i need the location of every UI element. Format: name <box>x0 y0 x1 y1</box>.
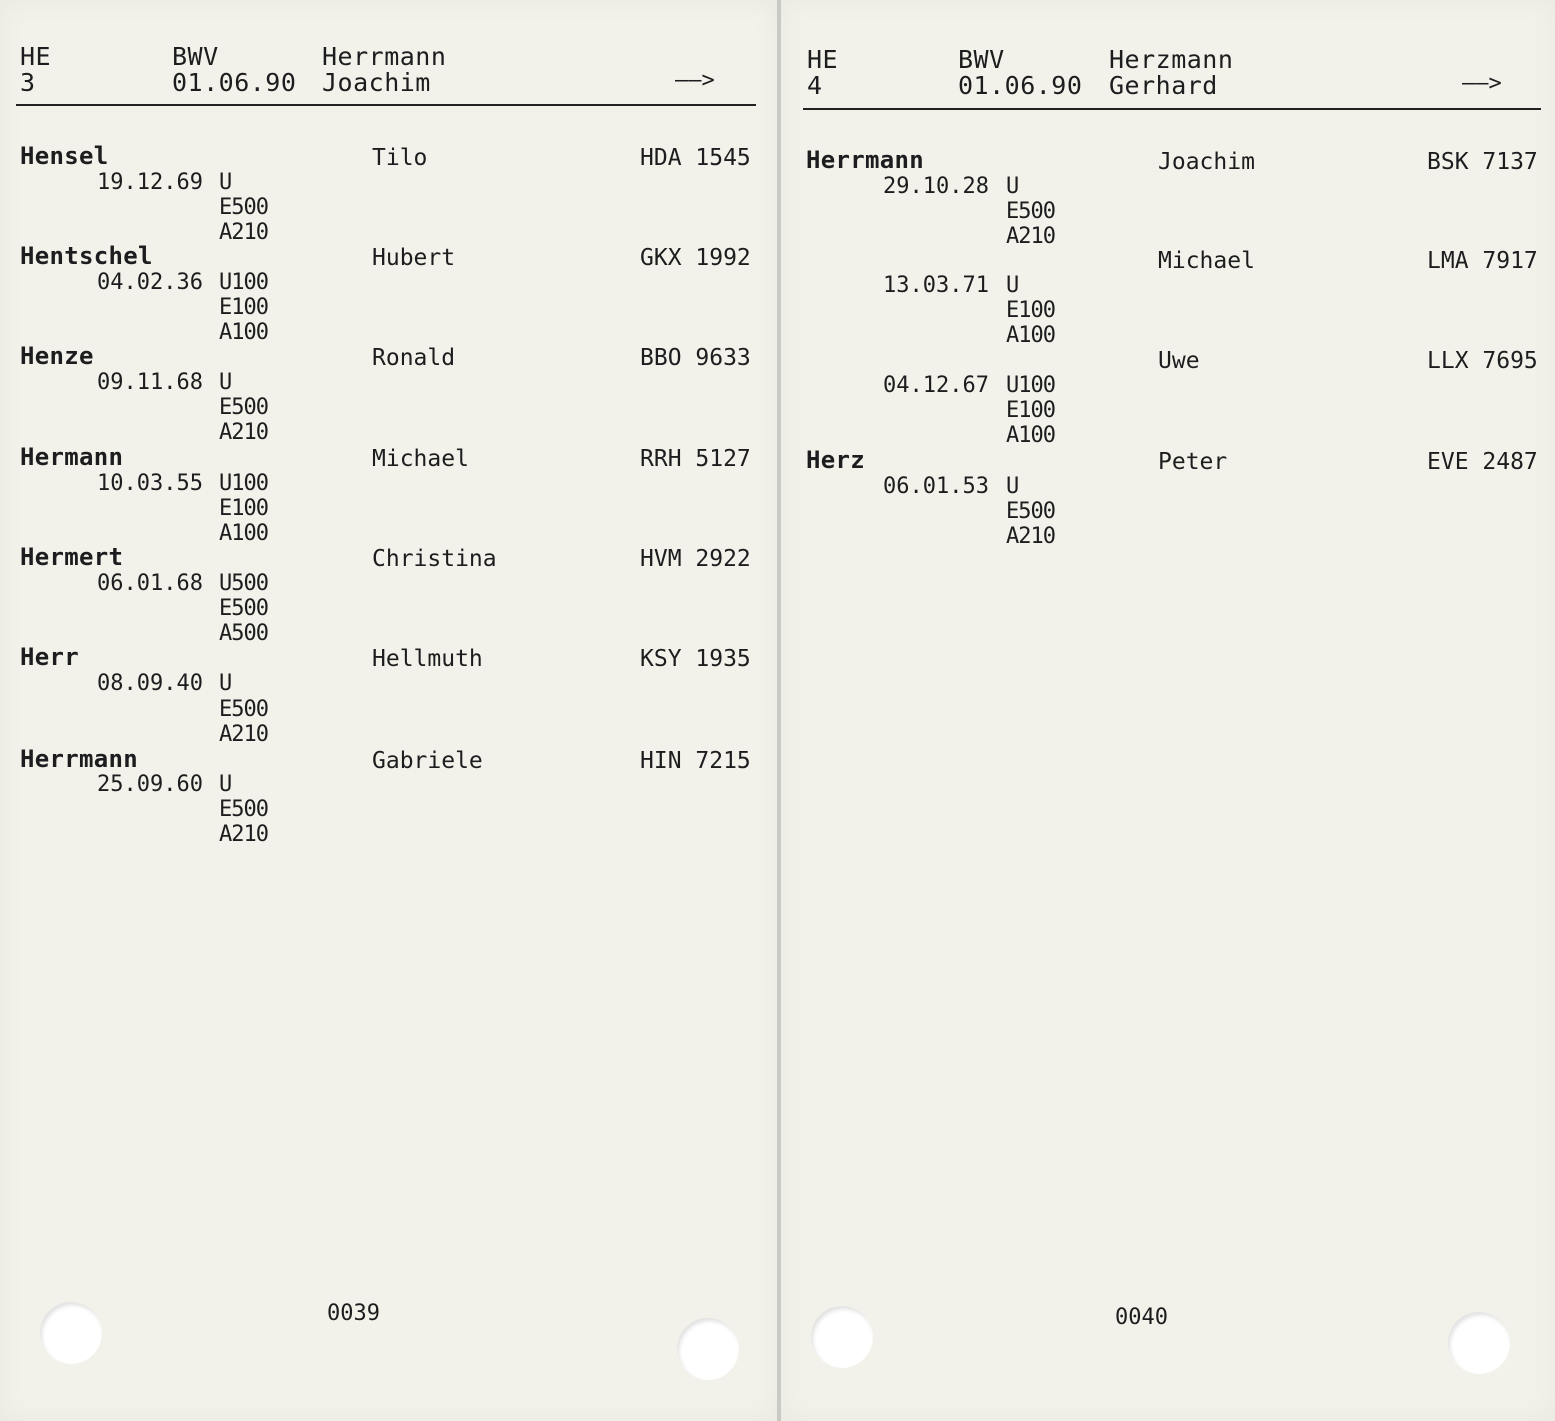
header-rule <box>803 108 1541 110</box>
entry-class: U <box>1006 174 1019 199</box>
entry-date: 10.03.55 <box>97 471 203 496</box>
entry-surname: Herr <box>20 643 79 671</box>
entry-class: E500 <box>219 697 268 722</box>
continue-arrow-icon: ——> <box>1462 71 1502 96</box>
entry-code: GKX 1992 <box>640 245 751 271</box>
entry-surname: Hermert <box>20 543 124 571</box>
entry-class: E500 <box>219 195 268 220</box>
entry-class: A210 <box>219 420 268 445</box>
entry-date: 13.03.71 <box>883 273 989 298</box>
entry-surname: Hermann <box>20 443 124 471</box>
entry-class: E500 <box>1006 499 1055 524</box>
entry-class: A210 <box>1006 224 1055 249</box>
entry-class: E500 <box>219 596 268 621</box>
entry-class: U500 <box>219 571 268 596</box>
entry-forename: Uwe <box>1158 348 1200 374</box>
header-forename: Gerhard <box>1109 71 1218 100</box>
entry-date: 29.10.28 <box>883 174 989 199</box>
header-number: 3 <box>20 68 36 97</box>
entry-date: 25.09.60 <box>97 772 203 797</box>
entry-code: LLX 7695 <box>1427 348 1538 374</box>
entry-surname: Herrmann <box>806 146 924 174</box>
entry-date: 04.02.36 <box>97 270 203 295</box>
entry-forename: Hellmuth <box>372 646 483 672</box>
entry-class: A210 <box>219 722 268 747</box>
entry-forename: Hubert <box>372 245 456 271</box>
entry-class: U100 <box>219 270 268 295</box>
entry-class: A100 <box>1006 323 1055 348</box>
entry-class: E500 <box>1006 199 1055 224</box>
entry-class: U <box>1006 474 1019 499</box>
header-org: BWV <box>958 45 1005 74</box>
entry-forename: Peter <box>1158 449 1228 475</box>
punch-hole <box>811 1306 873 1368</box>
entry-class: E100 <box>219 496 268 521</box>
entry-class: E500 <box>219 797 268 822</box>
header-rule <box>16 104 756 106</box>
entry-class: E500 <box>219 395 268 420</box>
header-date: 01.06.90 <box>958 71 1083 100</box>
entry-surname: Henze <box>20 342 94 370</box>
entry-code: LMA 7917 <box>1427 248 1538 274</box>
entry-class: A210 <box>1006 524 1055 549</box>
entry-date: 06.01.53 <box>883 474 989 499</box>
entry-class: A210 <box>219 822 268 847</box>
header-code: HE <box>807 45 839 74</box>
entry-surname: Herrmann <box>20 745 138 773</box>
entry-code: HDA 1545 <box>640 145 751 171</box>
entry-class: U <box>219 671 232 696</box>
entry-code: KSY 1935 <box>640 646 751 672</box>
index-card-right <box>781 0 1555 1421</box>
punch-hole <box>677 1318 739 1380</box>
entry-forename: Ronald <box>372 345 456 371</box>
page-number: 0039 <box>327 1301 380 1326</box>
header-number: 4 <box>807 71 823 100</box>
entry-class: A100 <box>219 320 268 345</box>
header-org: BWV <box>172 42 219 71</box>
header-forename: Joachim <box>322 68 431 97</box>
continue-arrow-icon: ——> <box>675 68 715 93</box>
entry-date: 08.09.40 <box>97 671 203 696</box>
entry-class: E100 <box>1006 298 1055 323</box>
entry-class: A210 <box>219 220 268 245</box>
entry-code: BBO 9633 <box>640 345 751 371</box>
page-number: 0040 <box>1115 1305 1168 1330</box>
entry-class: A100 <box>219 521 268 546</box>
entry-code: HIN 7215 <box>640 748 751 774</box>
entry-surname: Hensel <box>20 142 109 170</box>
header-surname: Herzmann <box>1109 45 1234 74</box>
entry-date: 06.01.68 <box>97 571 203 596</box>
entry-date: 09.11.68 <box>97 370 203 395</box>
header-surname: Herrmann <box>322 42 447 71</box>
entry-forename: Michael <box>1158 248 1255 274</box>
entry-forename: Gabriele <box>372 748 483 774</box>
entry-forename: Christina <box>372 546 497 572</box>
entry-class: U <box>219 772 232 797</box>
entry-code: HVM 2922 <box>640 546 751 572</box>
entry-forename: Tilo <box>372 145 428 171</box>
entry-surname: Hentschel <box>20 242 153 270</box>
entry-code: BSK 7137 <box>1427 149 1538 175</box>
header-code: HE <box>20 42 52 71</box>
entry-surname: Herz <box>806 446 865 474</box>
entry-date: 04.12.67 <box>883 373 989 398</box>
header-date: 01.06.90 <box>172 68 297 97</box>
entry-class: A100 <box>1006 423 1055 448</box>
punch-hole <box>40 1302 102 1364</box>
entry-class: A500 <box>219 621 268 646</box>
punch-hole <box>1448 1312 1510 1374</box>
entry-class: U100 <box>1006 373 1055 398</box>
entry-class: U100 <box>219 471 268 496</box>
entry-class: E100 <box>219 295 268 320</box>
entry-class: U <box>219 370 232 395</box>
entry-class: U <box>1006 273 1019 298</box>
entry-class: E100 <box>1006 398 1055 423</box>
entry-forename: Joachim <box>1158 149 1255 175</box>
entry-date: 19.12.69 <box>97 170 203 195</box>
index-card-left <box>0 0 777 1421</box>
entry-class: U <box>219 170 232 195</box>
entry-forename: Michael <box>372 446 469 472</box>
entry-code: EVE 2487 <box>1427 449 1538 475</box>
entry-code: RRH 5127 <box>640 446 751 472</box>
